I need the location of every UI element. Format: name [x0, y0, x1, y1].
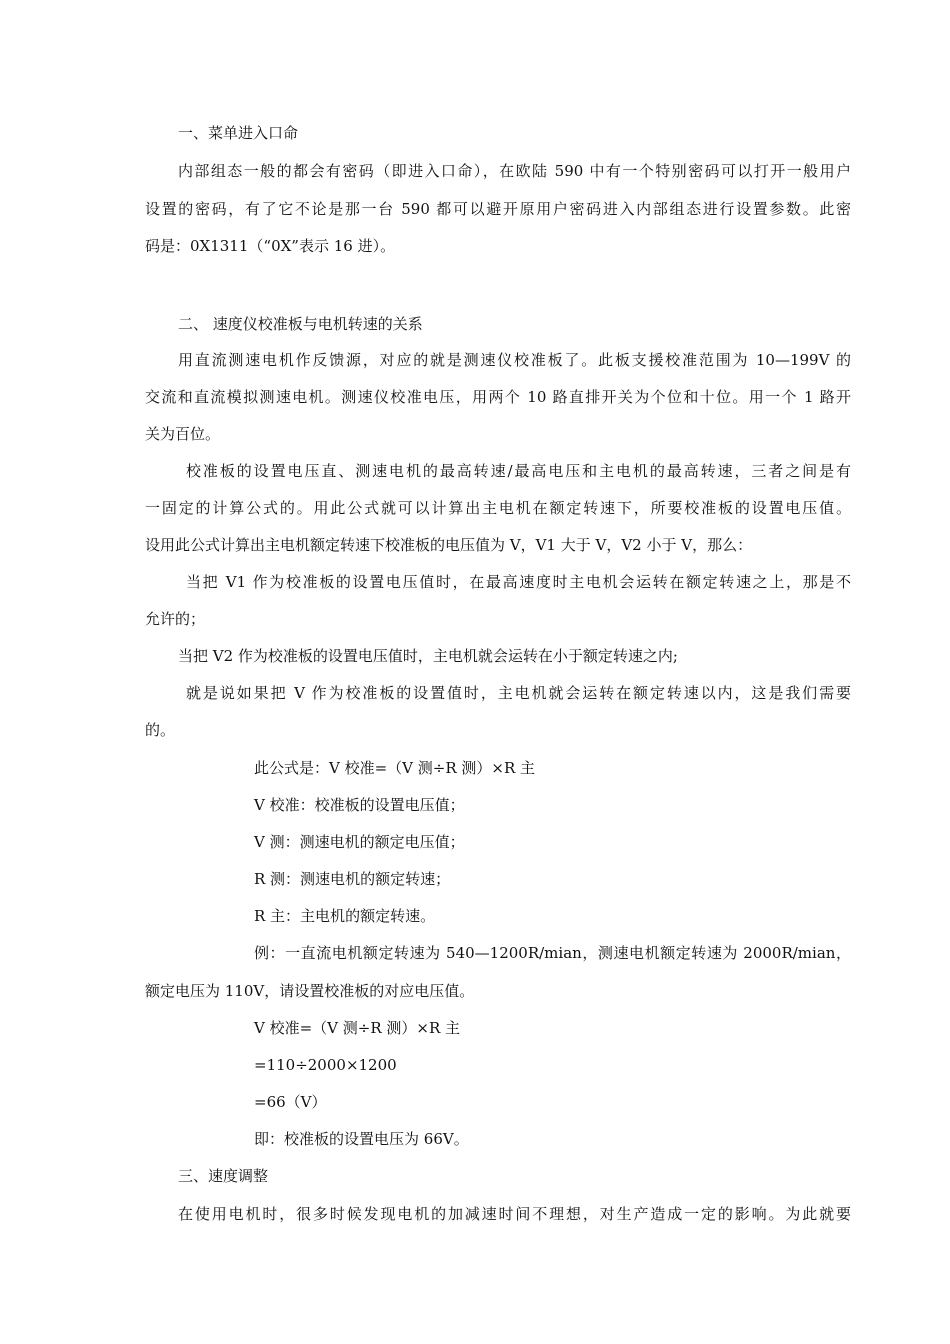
example-line: 例：一直流电机额定转速为 540—1200R/mian，测速电机额定转速为 2000R/mian， — [254, 944, 851, 962]
section2-heading: 二、 速度仪校准板与电机转速的关系 — [178, 315, 423, 333]
section2-para5-line: 的。 — [145, 721, 176, 739]
section2-para1-line: 用直流测速电机作反馈源，对应的就是测速仪校准板了。此板支援校准范围为 10—199V 的 — [178, 351, 851, 369]
section2-para3-line: 当把 V1 作为校准板的设置电压值时，在最高速度时主电机会运转在额定转速之上，那是不 — [186, 573, 851, 591]
section1-line: 内部组态一般的都会有密码（即进入口命），在欧陆 590 中有一个特别密码可以打开一般用户 — [178, 162, 851, 180]
section2-para2-line: 一固定的计算公式的。用此公式就可以计算出主电机在额定转速下，所要校准板的设置电压值。 — [145, 499, 851, 517]
section2-para2-line: 校准板的设置电压直、测速电机的最高转速/最高电压和主电机的最高转速，三者之间是有 — [186, 462, 851, 480]
section2-para1-line: 关为百位。 — [145, 425, 221, 443]
section2-para3-line: 允许的； — [145, 610, 206, 628]
definition-line: V 校准：校准板的设置电压值； — [254, 796, 465, 814]
calculation-line: V 校准=（V 测÷R 测）×R 主 — [254, 1019, 461, 1037]
section3-line: 在使用电机时，很多时候发现电机的加减速时间不理想，对生产造成一定的影响。为此就要 — [178, 1205, 851, 1223]
definition-line: R 主：主电机的额定转速。 — [254, 907, 436, 925]
section2-para5-line: 就是说如果把 V 作为校准板的设置值时，主电机就会运转在额定转速以内，这是我们需要 — [186, 684, 851, 702]
formula-line: 此公式是：V 校准=（V 测÷R 测）×R 主 — [254, 759, 536, 777]
calculation-result: 即：校准板的设置电压为 66V。 — [254, 1130, 469, 1148]
example-line: 额定电压为 110V，请设置校准板的对应电压值。 — [145, 982, 475, 1000]
section3-heading: 三、速度调整 — [178, 1167, 269, 1185]
section2-para2-line: 设用此公式计算出主电机额定转速下校准板的电压值为 V，V1 大于 V，V2 小于 V，那么： — [145, 536, 753, 554]
section1-line: 码是：0X1311（“0X”表示 16 进）。 — [145, 237, 396, 255]
calculation-line: =110÷2000×1200 — [254, 1056, 397, 1074]
calculation-line: =66（V） — [254, 1093, 327, 1111]
section1-heading: 一、菜单进入口命 — [178, 124, 299, 142]
section2-para1-line: 交流和直流模拟测速电机。测速仪校准电压，用两个 10 路直排开关为个位和十位。用一个 1 路开 — [145, 388, 851, 406]
definition-line: V 测：测速电机的额定电压值； — [254, 833, 465, 851]
section2-para4: 当把 V2 作为校准板的设置电压值时，主电机就会运转在小于额定转速之内; — [178, 647, 678, 665]
definition-line: R 测：测速电机的额定转速； — [254, 870, 451, 888]
section1-line: 设置的密码，有了它不论是那一台 590 都可以避开原用户密码进入内部组态进行设置参数。此密 — [145, 200, 851, 218]
